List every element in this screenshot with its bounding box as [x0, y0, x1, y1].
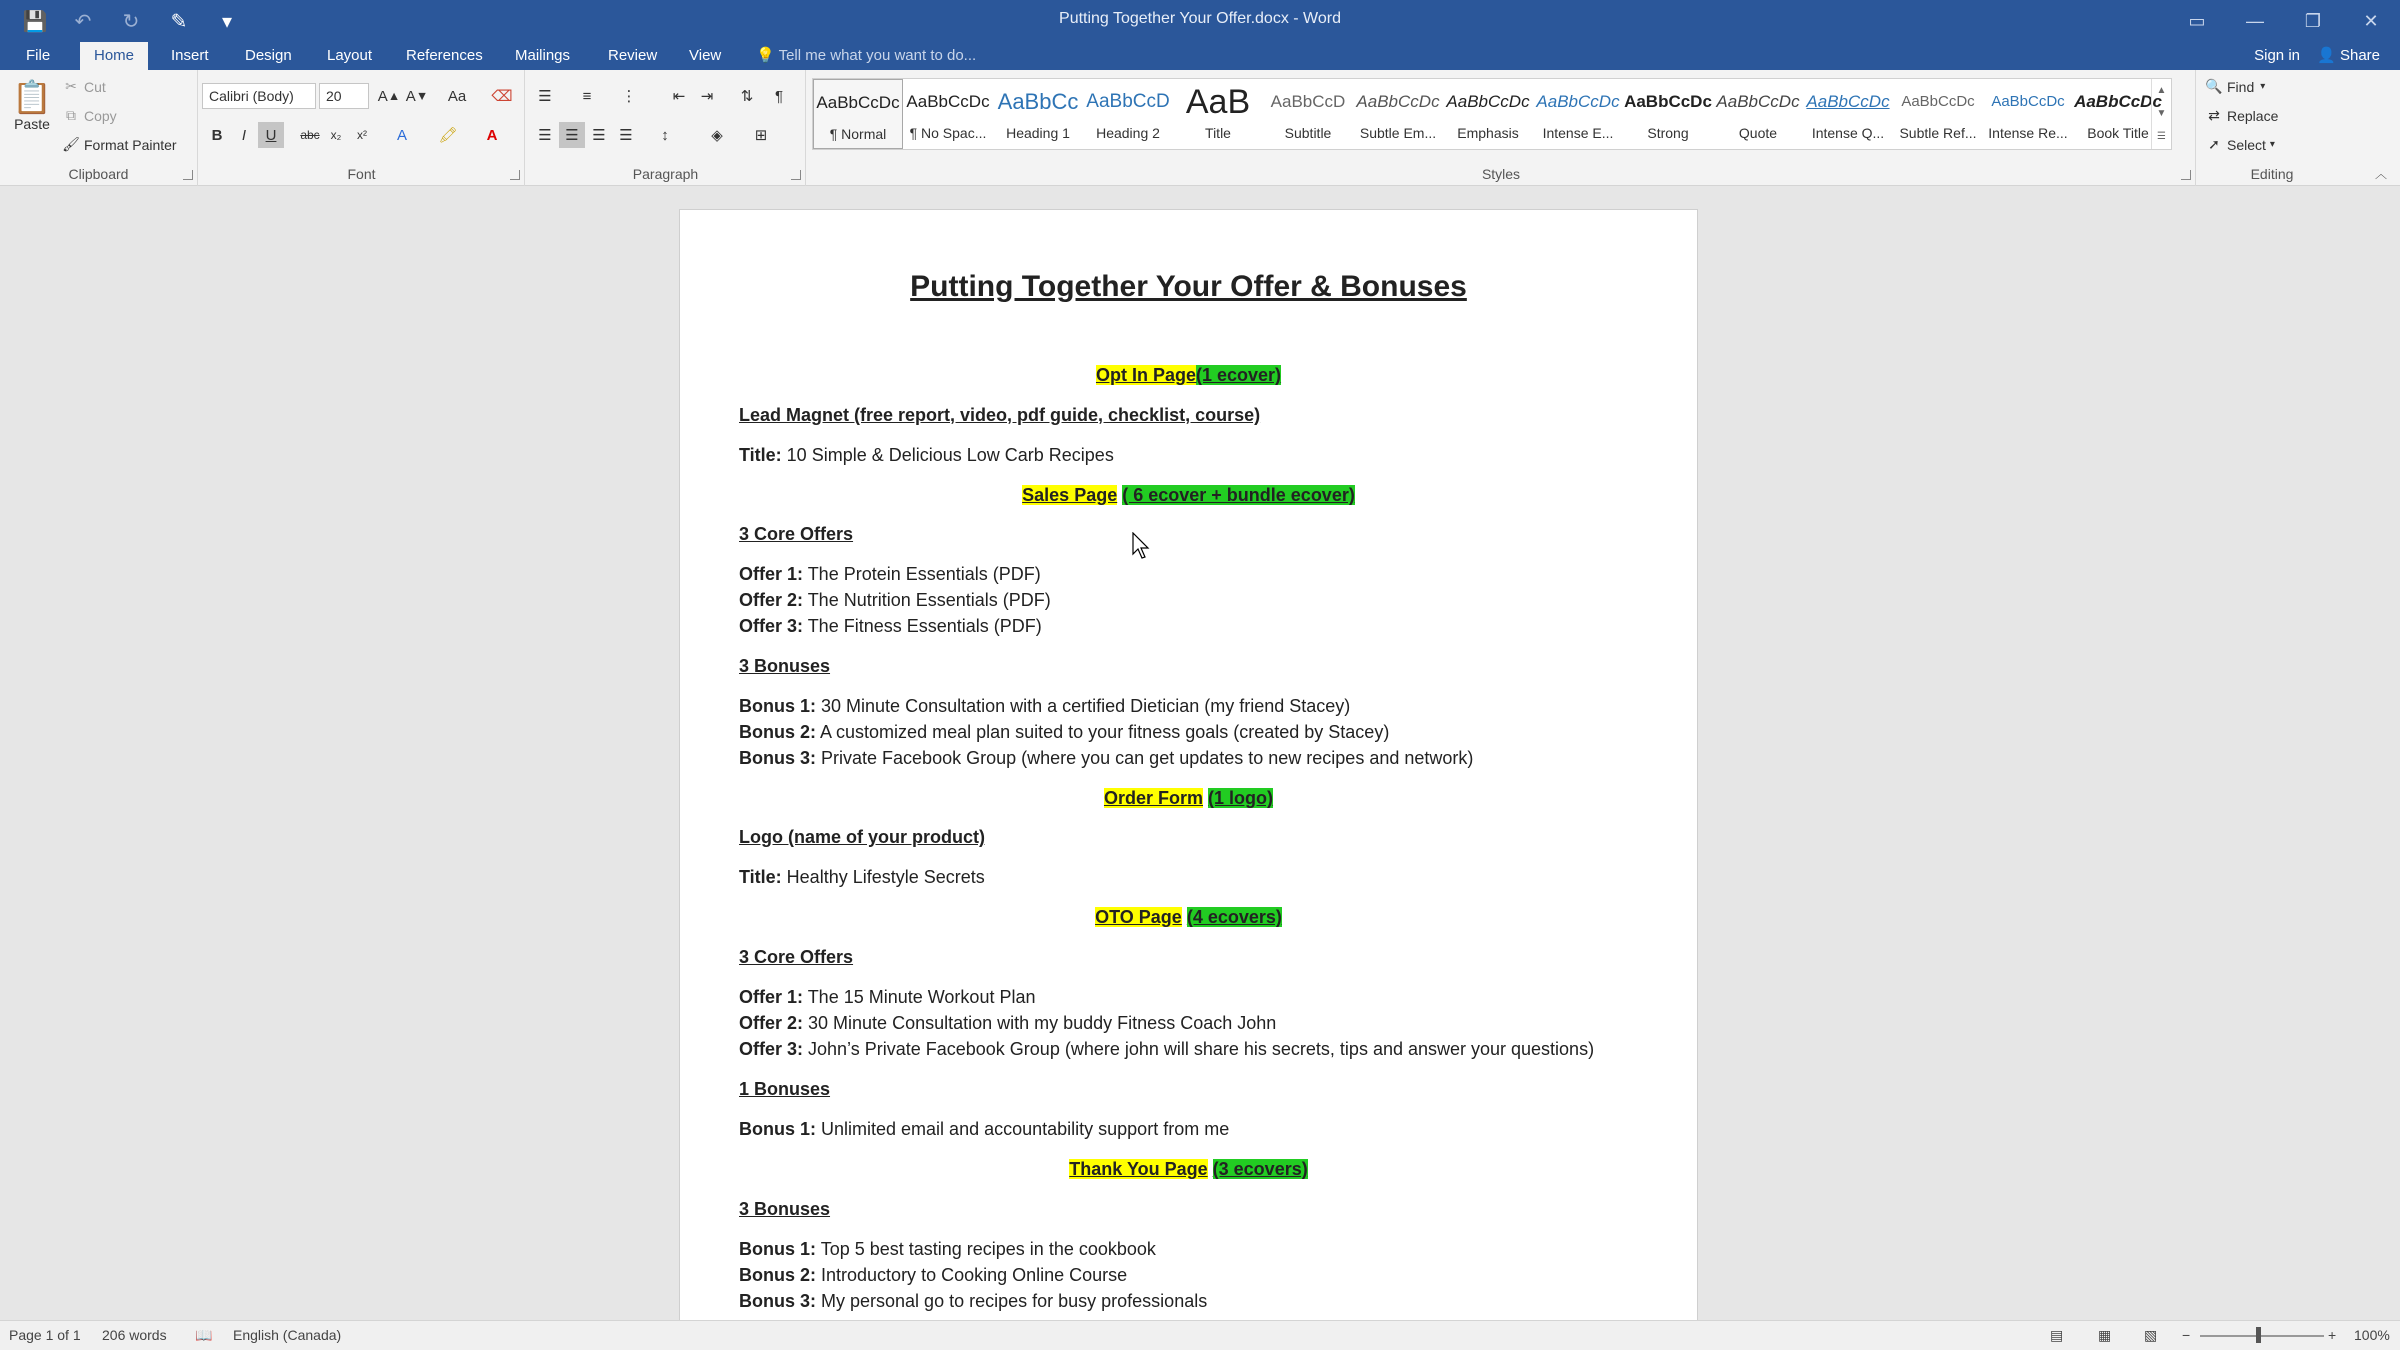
offer-label: Offer 2: [739, 590, 804, 610]
paste-button[interactable] [12, 78, 52, 132]
copy-button[interactable] [62, 107, 117, 124]
title-text: 10 Simple & Delicious Low Carb Recipes [781, 445, 1114, 465]
offer-line [739, 590, 1051, 611]
bonus-label: Bonus 2: [739, 1265, 817, 1285]
bonus-text: 30 Minute Consultation with a certified Dietician (my friend Stacey) [816, 696, 1351, 716]
style-strong[interactable] [1623, 79, 1713, 149]
offer-text: 30 Minute Consultation with my buddy Fitness Coach John [803, 1013, 1277, 1033]
bonus-line [739, 722, 1389, 743]
offer-label: Offer 3: [739, 616, 804, 636]
bullets-icon[interactable]: ☰ [538, 88, 552, 105]
font-size-box[interactable]: 20 [319, 83, 369, 109]
grow-font-icon[interactable]: A ▲ [377, 87, 401, 105]
style-name: Subtle Ref... [1899, 125, 1977, 141]
clipboard-launcher-icon[interactable] [183, 170, 193, 180]
style-book-title[interactable] [2073, 79, 2163, 149]
show-marks-icon[interactable]: ¶ [774, 87, 784, 105]
redo-icon[interactable]: ↻ [122, 10, 140, 33]
bonuses-heading-3: 3 Bonuses [739, 1199, 831, 1219]
offer-line [739, 564, 1041, 585]
replace-icon: ⇄ [2208, 107, 2220, 123]
title-line-1 [739, 445, 1114, 466]
justify-icon[interactable]: ☰ [619, 127, 633, 144]
style-intense-emphasis[interactable] [1533, 79, 1623, 149]
editing-label: Editing [2250, 166, 2294, 182]
thankyou-label: Thank You Page [1069, 1159, 1208, 1179]
collapse-ribbon-icon[interactable]: ︿ [2374, 166, 2387, 181]
font-name-box[interactable]: Calibri (Body) [202, 83, 316, 109]
style-name: Heading 2 [1096, 125, 1160, 141]
text-effects-icon[interactable]: A [396, 126, 407, 144]
zoom-out-icon[interactable]: − [2182, 1327, 2191, 1343]
title-label: Title: [739, 867, 782, 887]
style-name: Subtle Em... [1359, 125, 1437, 141]
offer-text: The Nutrition Essentials (PDF) [803, 590, 1051, 610]
tab-insert[interactable]: Insert [171, 47, 209, 64]
bonus-label: Bonus 3: [739, 748, 817, 768]
tell-me-box[interactable] [756, 42, 976, 70]
tab-mailings[interactable]: Mailings [515, 47, 571, 64]
sales-heading [680, 485, 1697, 506]
style-normal[interactable] [813, 79, 903, 149]
zoom-level[interactable]: 100% [2354, 1327, 2390, 1343]
select-label: Select [2227, 136, 2266, 153]
offer-line [739, 1013, 1276, 1034]
bonus-text: Unlimited email and accountability support from me [816, 1119, 1230, 1139]
thankyou-note: (3 ecovers) [1212, 1159, 1308, 1179]
lightbulb-icon: 💡 [756, 47, 779, 64]
offer-label: Offer 1: [739, 564, 804, 584]
styles-label: Styles [1481, 166, 1521, 182]
word-count[interactable]: 206 words [102, 1327, 167, 1343]
bonus-text: My personal go to recipes for busy professionals [816, 1291, 1208, 1311]
title-bar [0, 0, 2400, 42]
window-title: Putting Together Your Offer.docx - Word [1059, 10, 1341, 27]
style-name: ¶ Normal [829, 126, 887, 142]
mouse-cursor-icon [1132, 532, 1150, 560]
sales-note: ( 6 ecover + bundle ecover) [1122, 485, 1355, 505]
ribbon-tab-bar [0, 42, 2400, 70]
scissors-icon: ✂ [65, 78, 77, 94]
style-preview: AaB [1185, 83, 1251, 121]
borders-icon[interactable]: ⊞ [754, 127, 768, 144]
document-canvas[interactable] [0, 187, 2400, 1320]
optin-note: (1 ecover) [1195, 365, 1282, 385]
font-color-icon[interactable]: A [486, 126, 498, 144]
bonus-label: Bonus 2: [739, 722, 817, 742]
bonus-text: Private Facebook Group (where you can get updates to new recipes and network) [816, 748, 1474, 768]
clipboard-label: Clipboard [68, 166, 129, 182]
optin-label: Opt In Page [1095, 365, 1196, 385]
close-icon[interactable]: ✕ [2363, 10, 2379, 31]
paragraph-group [526, 70, 806, 186]
cut-button[interactable] [62, 78, 106, 95]
style-preview: AaBbCcD [1270, 92, 1346, 111]
shrink-font-icon[interactable]: A ▼ [405, 87, 429, 105]
core-offers-heading-1: 3 Core Offers [739, 524, 854, 544]
style-preview: AaBbCcD [1086, 91, 1170, 112]
document-title: Putting Together Your Offer & Bonuses [910, 270, 1467, 303]
print-layout-icon[interactable]: ▦ [2098, 1327, 2112, 1343]
style-name: Emphasis [1457, 125, 1519, 141]
save-icon[interactable]: 💾 [22, 10, 48, 33]
multilevel-list-icon[interactable]: ⋮ [621, 88, 637, 105]
chevron-up-icon[interactable]: ▲ [2156, 85, 2167, 96]
style-title[interactable] [1173, 79, 1263, 149]
clipboard-group [0, 70, 198, 186]
find-label: Find [2227, 78, 2255, 95]
style-name: Intense Re... [1988, 125, 2068, 141]
bonuses-heading-1: 3 Bonuses [739, 656, 831, 676]
offer-text: The 15 Minute Workout Plan [803, 987, 1036, 1007]
paragraph-launcher-icon[interactable] [791, 170, 801, 180]
bonus-text: Top 5 best tasting recipes in the cookbook [816, 1239, 1156, 1259]
copy-label: Copy [84, 107, 117, 124]
offer-text: The Fitness Essentials (PDF) [803, 616, 1042, 636]
bonus-label: Bonus 1: [739, 1119, 817, 1139]
logo-heading: Logo (name of your product) [739, 827, 985, 847]
share-button[interactable] [2317, 42, 2380, 70]
style-intense-quote[interactable] [1803, 79, 1893, 149]
offer-label: Offer 1: [739, 987, 804, 1007]
underline-icon[interactable]: U [258, 122, 284, 148]
style-preview: AaBbCcDc [1716, 92, 1800, 111]
change-case-button[interactable]: Aa [447, 87, 467, 105]
styles-launcher-icon[interactable] [2181, 170, 2191, 180]
sort-icon[interactable]: ⇅ [740, 88, 754, 105]
bonus-label: Bonus 1: [739, 1239, 817, 1259]
clear-formatting-icon[interactable]: ⌫ [491, 88, 513, 105]
italic-icon[interactable]: I [241, 126, 247, 144]
align-left-icon[interactable]: ☰ [538, 127, 552, 144]
bonus-line [739, 1291, 1207, 1312]
title-text: Healthy Lifestyle Secrets [781, 867, 985, 887]
share-label: Share [2339, 47, 2380, 64]
style-emphasis[interactable] [1443, 79, 1533, 149]
proofing-icon[interactable]: 📖 [195, 1327, 213, 1343]
style-preview: AaBbCcDc [906, 92, 990, 111]
editing-group [2197, 70, 2347, 186]
clipboard-icon: 📋 [12, 79, 52, 115]
lead-magnet-heading: Lead Magnet (free report, video, pdf guide, checklist, course) [739, 405, 1261, 425]
bonus-text: Introductory to Cooking Online Course [816, 1265, 1128, 1285]
style-preview: AaBbCcDc [1356, 92, 1440, 111]
ribbon-display-options-icon[interactable]: ▭ [2188, 10, 2206, 31]
copy-icon: ⧉ [66, 107, 76, 123]
bonus-line [739, 696, 1350, 717]
more-icon[interactable]: ☰ [2157, 131, 2166, 142]
cursor-select-icon: ➚ [2208, 136, 2220, 152]
status-bar [0, 1320, 2400, 1350]
style-subtitle[interactable] [1263, 79, 1353, 149]
style-heading-1[interactable] [993, 79, 1083, 149]
style-name: Heading 1 [1006, 125, 1070, 141]
bonus-line [739, 1265, 1127, 1286]
bold-icon[interactable]: B [211, 126, 223, 144]
minimize-icon[interactable]: — [2246, 10, 2264, 31]
style-preview: AaBbCc [997, 89, 1079, 114]
strikethrough-icon[interactable]: abc [300, 128, 320, 142]
cut-label: Cut [84, 78, 106, 95]
styles-gallery [812, 78, 2172, 150]
sign-in-link[interactable]: Sign in [2254, 47, 2300, 64]
oto-heading [680, 907, 1697, 928]
select-button[interactable]: ➚ Select ▾ [2205, 136, 2275, 153]
oto-note: (4 ecovers) [1186, 907, 1282, 927]
oto-label: OTO Page [1095, 907, 1182, 927]
style-subtle-emphasis[interactable] [1353, 79, 1443, 149]
bonus-text: A customized meal plan suited to your fitness goals (created by Stacey) [816, 722, 1390, 742]
customize-qat-icon[interactable]: ▾ [221, 10, 233, 33]
language-indicator[interactable]: English (Canada) [233, 1327, 342, 1343]
offer-line [739, 1039, 1594, 1060]
read-mode-icon[interactable]: ▤ [2050, 1327, 2064, 1343]
offer-label: Offer 3: [739, 1039, 804, 1059]
restore-icon[interactable]: ❐ [2304, 10, 2322, 31]
replace-button[interactable] [2205, 107, 2278, 124]
offer-text: The Protein Essentials (PDF) [803, 564, 1041, 584]
font-label: Font [347, 166, 376, 182]
style-name: Book Title [2087, 125, 2149, 141]
undo-icon[interactable]: ↶ [74, 10, 92, 33]
optin-heading [680, 365, 1697, 386]
tab-review[interactable]: Review [608, 47, 658, 64]
order-label: Order Form [1103, 788, 1203, 808]
style-preview: AaBbCcDc [1806, 92, 1890, 111]
format-painter-button[interactable] [62, 136, 177, 153]
numbering-icon[interactable]: ≡ [582, 87, 592, 105]
styles-scroll[interactable] [2151, 79, 2171, 149]
person-icon: 👤 [2317, 47, 2340, 64]
bonus-line [739, 748, 1473, 769]
style-name: Intense Q... [1811, 125, 1885, 141]
title-line-2 [739, 867, 985, 888]
bonus-line [739, 1239, 1156, 1260]
style-name: Intense E... [1542, 125, 1614, 141]
style-name: Quote [1738, 125, 1778, 141]
styles-group [807, 70, 2196, 186]
style-heading-2[interactable] [1083, 79, 1173, 149]
style-preview: AaBbCcDc [1991, 93, 2065, 110]
bonus-label: Bonus 1: [739, 696, 817, 716]
page-count[interactable]: Page 1 of 1 [9, 1327, 81, 1343]
style-name: Strong [1647, 125, 1689, 141]
bonus-line [739, 1119, 1229, 1140]
order-heading [680, 788, 1697, 809]
offer-line [739, 616, 1042, 637]
increase-indent-icon[interactable]: ⇥ [700, 88, 714, 105]
sales-label: Sales Page [1022, 485, 1118, 505]
style-preview: AaBbCcDc [2074, 92, 2162, 111]
align-right-icon[interactable]: ☰ [592, 127, 606, 144]
document-page[interactable] [679, 209, 1698, 1320]
style-preview: AaBbCcDc [816, 93, 900, 112]
align-center-icon[interactable]: ☰ [559, 122, 585, 148]
offer-label: Offer 2: [739, 1013, 804, 1033]
core-offers-heading-2: 3 Core Offers [739, 947, 854, 967]
shading-icon[interactable]: ◈ [711, 127, 723, 144]
font-group [199, 70, 525, 186]
tab-layout[interactable]: Layout [327, 47, 373, 64]
style-preview: AaBbCcDc [1624, 92, 1712, 111]
search-icon: 🔍 [2205, 78, 2223, 94]
web-layout-icon[interactable]: ▧ [2144, 1327, 2158, 1343]
style-name: ¶ No Spac... [909, 125, 987, 141]
tab-home[interactable]: Home [80, 42, 148, 70]
brush-icon: 🖌 [62, 136, 80, 152]
font-launcher-icon[interactable] [510, 170, 520, 180]
thankyou-heading [680, 1159, 1697, 1180]
style-preview: AaBbCcDc [1446, 92, 1530, 111]
decrease-indent-icon[interactable]: ⇤ [672, 88, 686, 105]
bonuses-heading-2: 1 Bonuses [739, 1079, 831, 1099]
ribbon-home [0, 70, 2400, 186]
subscript-icon[interactable]: x₂ [330, 128, 342, 142]
line-spacing-icon[interactable]: ↕ [661, 126, 669, 144]
style-preview: AaBbCcDc [1901, 93, 1975, 110]
highlight-icon[interactable]: 🖍 [438, 127, 458, 144]
tell-me-text: Tell me what you want to do... [778, 47, 977, 64]
style-name: Subtitle [1284, 125, 1332, 141]
tab-file[interactable]: File [26, 47, 51, 64]
style-no-spacing[interactable] [903, 79, 993, 149]
replace-label: Replace [2227, 107, 2279, 124]
order-note: (1 logo) [1208, 788, 1274, 808]
style-intense-reference[interactable] [1983, 79, 2073, 149]
paragraph-label: Paragraph [632, 166, 699, 182]
tab-view[interactable]: View [689, 47, 722, 64]
style-quote[interactable] [1713, 79, 1803, 149]
format-painter-label: Format Painter [84, 136, 177, 153]
zoom-in-icon[interactable]: + [2328, 1327, 2337, 1343]
title-label: Title: [739, 445, 782, 465]
bonus-label: Bonus 3: [739, 1291, 817, 1311]
style-name: Title [1205, 125, 1231, 141]
style-subtle-reference[interactable] [1893, 79, 1983, 149]
touch-mode-icon[interactable]: ✎ [170, 10, 188, 33]
tab-references[interactable]: References [406, 47, 483, 64]
offer-text: John’s Private Facebook Group (where john will share his secrets, tips and answer your questions) [803, 1039, 1595, 1059]
find-button[interactable]: 🔍 Find ▾ [2205, 78, 2266, 95]
tab-design[interactable]: Design [245, 47, 292, 64]
style-preview: AaBbCcDc [1536, 92, 1620, 111]
zoom-slider-thumb[interactable] [2256, 1327, 2261, 1343]
zoom-slider[interactable] [2200, 1335, 2324, 1337]
paste-label: Paste [14, 116, 50, 132]
chevron-down-icon[interactable]: ▼ [2156, 108, 2167, 119]
offer-line [739, 987, 1035, 1008]
superscript-icon[interactable]: x² [357, 128, 367, 142]
